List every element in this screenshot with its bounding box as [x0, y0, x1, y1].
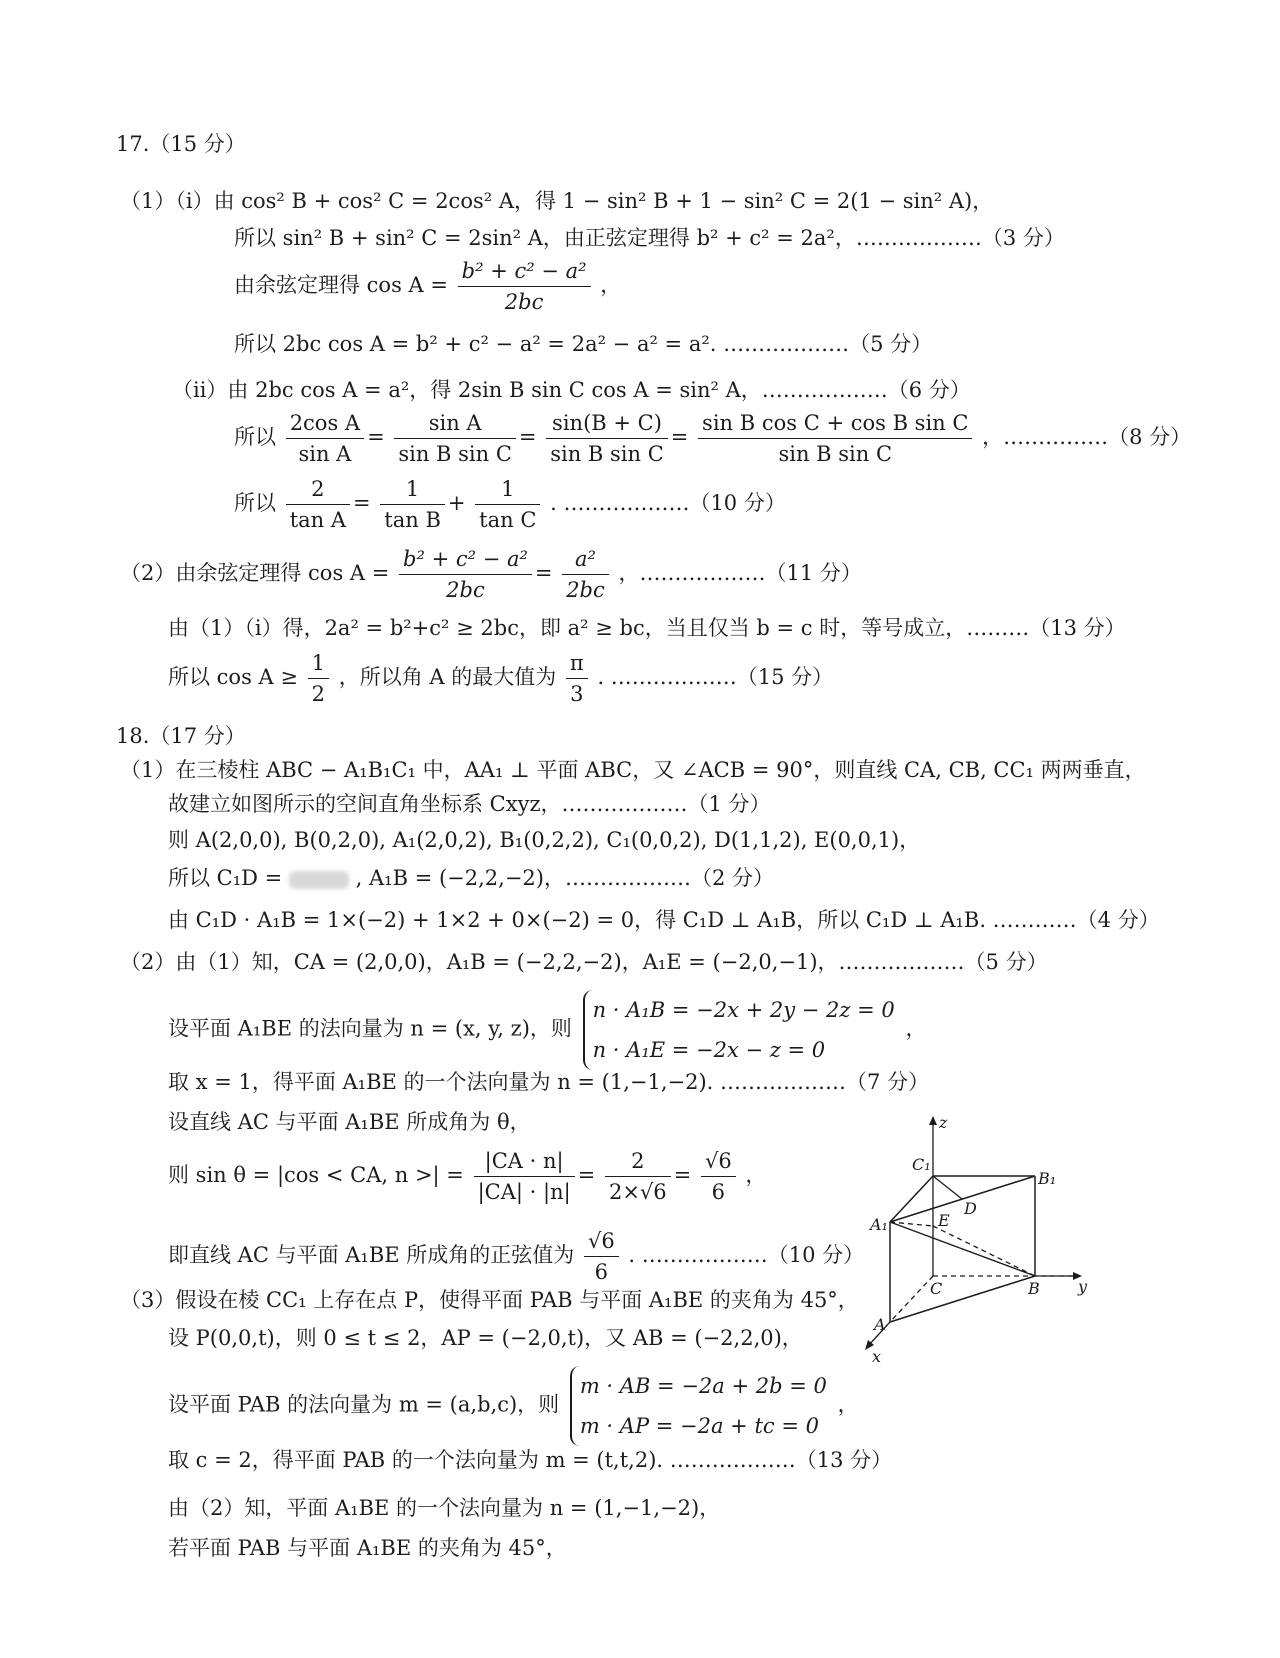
- text: . ………………（10 分）: [550, 491, 786, 515]
- equation: n · A₁E = −2x − z = 0: [592, 1038, 826, 1062]
- p17-part2-line1: （2）由余弦定理得 cos A = $\frac{\text{b² + c² − a²}}{2bc}$ = $\frac{\text{a²}}{2bc}$ ，………………（11 分）: [120, 544, 862, 605]
- text: ，: [745, 1163, 767, 1187]
- segment-C1D: [933, 1176, 962, 1199]
- p18-part1-line2: 故建立如图所示的空间直角坐标系 Cxyz，………………（1 分）: [168, 792, 771, 816]
- numerator: 2cos A: [286, 408, 364, 439]
- p17-part1-i-line1: （1）（ⅰ）由 cos² B + cos² C = 2cos² A，得 1 − sin² B + 1 − sin² C = 2(1 − sin² A)，: [120, 189, 994, 213]
- text: 即直线 AC 与平面 A₁BE 所成角的正弦值为: [168, 1243, 575, 1267]
- numerator: 2: [286, 474, 350, 505]
- p18-part2-line1: （2）由（1）知，CA = (2,0,0)，A₁B = (−2,2,−2)，A₁E = (−2,0,−1)，………………（5 分）: [120, 950, 1048, 974]
- numerator: √6: [701, 1146, 736, 1177]
- numerator: 2: [605, 1146, 671, 1177]
- text: ，: [600, 273, 622, 297]
- numerator: a²: [562, 544, 609, 575]
- fraction: [458, 256, 591, 317]
- p18-part1-line3: 则 A(2,0,0), B(0,2,0), A₁(2,0,2), B₁(0,2,2), C₁(0,0,2), D(1,1,2), E(0,0,1)，: [168, 828, 921, 852]
- label-C1: C₁: [912, 1155, 931, 1174]
- p18-part2-line2: [168, 990, 926, 1070]
- denominator: 6: [594, 1260, 609, 1284]
- denominator: |CA| · |n|: [477, 1180, 571, 1204]
- text: ，所以角 A 的最大值为: [338, 665, 557, 689]
- p17-part1-i-line3: [234, 256, 621, 317]
- denominator: 2bc: [446, 578, 485, 602]
- text: 则 sin θ = |cos < CA, n >| =: [168, 1163, 464, 1187]
- denominator: sin A: [298, 442, 352, 466]
- blurred-vector-value: [289, 871, 349, 889]
- p17-part1-i-line2: 所以 sin² B + sin² C = 2sin² A，由正弦定理得 b² + c² = 2a²，………………（3 分）: [234, 226, 1065, 250]
- numerator: √6: [584, 1226, 619, 1257]
- numerator: π: [566, 648, 588, 679]
- p17-part1-ii-line1: （ⅱ）由 2bc cos A = a²，得 2sin B sin C cos A = sin² A，………………（6 分）: [172, 378, 971, 402]
- p18-part3-line4: 取 c = 2，得平面 PAB 的一个法向量为 m = (t,t,2). ………………（13 分）: [168, 1448, 893, 1472]
- text: 由余弦定理得 cos A =: [234, 273, 448, 297]
- p18-part1-line5: 由 C₁D · A₁B = 1×(−2) + 1×2 + 0×(−2) = 0，得 C₁D ⊥ A₁B，所以 C₁D ⊥ A₁B. …………（4 分）: [168, 908, 1160, 932]
- p18-part3-line3: [168, 1366, 859, 1446]
- label-z: z: [939, 1113, 948, 1132]
- denominator: sin B sin C: [778, 442, 893, 466]
- text: ，……………（8 分）: [982, 425, 1192, 449]
- text: . ………………（10 分）: [628, 1243, 865, 1267]
- segment-A1B: [890, 1222, 1035, 1276]
- fraction: [546, 408, 668, 469]
- denominator: tan C: [479, 508, 537, 532]
- text: ，………………（11 分）: [618, 561, 862, 585]
- p17-part1-i-line4: 所以 2bc cos A = b² + c² − a² = 2a² − a² = a². ………………（5 分）: [234, 332, 933, 356]
- fraction: [475, 474, 540, 535]
- label-D: D: [964, 1199, 977, 1218]
- numerator: 1: [380, 474, 445, 505]
- p18-part3-line1: （3）假设在棱 CC₁ 上存在点 P，使得平面 PAB 与平面 A₁BE 的夹角为 45°，: [120, 1288, 859, 1312]
- p18-part2-line6: [168, 1226, 864, 1287]
- p18-part3-line5: 由（2）知，平面 A₁BE 的一个法向量为 n = (1,−1,−2)，: [168, 1496, 721, 1520]
- equation: m · AB = −2a + 2b = 0: [579, 1374, 827, 1398]
- fraction: [474, 1146, 575, 1207]
- denominator: 2: [311, 682, 326, 706]
- fraction: [308, 648, 329, 709]
- numerator: b² + c² − a²: [399, 544, 532, 575]
- fraction: [394, 408, 516, 469]
- fraction: [399, 544, 532, 605]
- label-B1: B₁: [1038, 1169, 1057, 1188]
- label-A1: A₁: [870, 1215, 888, 1234]
- denominator: 3: [570, 682, 584, 706]
- label-E: E: [938, 1211, 950, 1230]
- segment-EB: [933, 1226, 1035, 1276]
- fraction: [605, 1146, 671, 1207]
- label-y: y: [1078, 1277, 1088, 1296]
- numerator: sin(B + C): [546, 408, 668, 439]
- denominator: sin B sin C: [398, 442, 512, 466]
- p18-part2-line4: 设直线 AC 与平面 A₁BE 所成角为 θ，: [168, 1110, 531, 1134]
- equation: m · AP = −2a + tc = 0: [579, 1414, 819, 1438]
- text: ，: [837, 1392, 859, 1417]
- label-B: B: [1028, 1279, 1040, 1298]
- text: 所以: [234, 491, 276, 515]
- text: . ………………（15 分）: [597, 665, 834, 689]
- p17-part1-ii-line2: 所以 $\frac{\text{2cos A}}{\text{sin A}}$ = $\frac{\text{sin A}}{\text{sin B sin C}}$ = $\frac{\sin(B + C)}{\text{sin B sin C}}$ = $\frac{\text{sin B cos C + cos B sin C}}{\text{sin B sin C}}$ ，……………（8 分）: [234, 408, 1191, 469]
- p18-part3-line2: 设 P(0,0,t)，则 0 ≤ t ≤ 2，AP = (−2,0,t)，又 AB = (−2,2,0)，: [168, 1326, 803, 1350]
- denominator: 6: [711, 1180, 725, 1204]
- label-A: A: [874, 1315, 886, 1334]
- text: 所以: [234, 425, 276, 449]
- p18-part2-line5: 则 sin θ = |cos < CA, n >| = $\frac{|CA \cdot n|}{|CA| \cdot |n|}$ = $\frac{2}{2\times√6}$ = $\frac{√6}{6}$ ，: [168, 1146, 766, 1207]
- numerator: 1: [308, 648, 329, 679]
- p17-part2-line2: 由（1）（ⅰ）得，2a² = b²+c² ≥ 2bc，即 a² ≥ bc，当且仅当 b = c 时，等号成立，………（13 分）: [168, 616, 1126, 640]
- denominator: 2bc: [504, 290, 544, 314]
- label-x: x: [872, 1347, 882, 1366]
- numerator: |CA · n|: [474, 1146, 575, 1177]
- equation-system: [583, 990, 895, 1070]
- denominator: tan A: [289, 508, 347, 532]
- numerator: sin A: [394, 408, 516, 439]
- numerator: 1: [475, 474, 540, 505]
- fraction: [562, 544, 609, 605]
- fraction: [380, 474, 445, 535]
- p18-part1-line4: [168, 864, 774, 892]
- text: ，: [905, 1016, 927, 1041]
- fraction: [286, 474, 350, 535]
- numerator: sin B cos C + cos B sin C: [698, 408, 972, 439]
- p18-part3-line6: 若平面 PAB 与平面 A₁BE 的夹角为 45°，: [168, 1536, 567, 1560]
- text: 所以 cos A ≥: [168, 665, 298, 689]
- equation: n · A₁B = −2x + 2y − 2z = 0: [592, 998, 895, 1022]
- fraction: [701, 1146, 736, 1207]
- z-axis-arrow: [929, 1116, 937, 1125]
- p18-part1-line1: （1）在三棱柱 ABC − A₁B₁C₁ 中，AA₁ ⊥ 平面 ABC，又 ∠ACB = 90°，则直线 CA, CB, CC₁ 两两垂直，: [120, 758, 1146, 782]
- problem-18-header: 18.（17 分）: [116, 724, 246, 748]
- denominator: 2×√6: [608, 1180, 667, 1204]
- prism-coordinate-figure: [850, 1110, 1110, 1370]
- problem-17-header: 17.（15 分）: [116, 132, 246, 156]
- fraction: [698, 408, 972, 469]
- text: 设平面 PAB 的法向量为 m = (a,b,c)，则: [168, 1392, 560, 1417]
- p18-part2-line3: 取 x = 1，得平面 A₁BE 的一个法向量为 n = (1,−1,−2). ………………（7 分）: [168, 1070, 930, 1094]
- label-C: C: [930, 1279, 943, 1298]
- numerator: b² + c² − a²: [458, 256, 591, 287]
- text: 设平面 A₁BE 的法向量为 n = (x, y, z)，则: [168, 1016, 572, 1041]
- fraction: [566, 648, 588, 709]
- p17-part1-ii-line3: 所以 $\frac{2}{\text{tan A}}$ = $\frac{1}{\text{tan B}}$ + $\frac{1}{\text{tan C}}$ . ………………（10 分）: [234, 474, 786, 535]
- fraction: [286, 408, 364, 469]
- p17-part2-line3: [168, 648, 833, 709]
- text: （2）由余弦定理得 cos A =: [120, 561, 390, 585]
- denominator: tan B: [384, 508, 441, 532]
- denominator: sin B sin C: [550, 442, 664, 466]
- text: 所以 C₁D =: [168, 866, 283, 890]
- equation-system: [570, 1366, 827, 1446]
- denominator: 2bc: [566, 578, 605, 602]
- text: , A₁B = (−2,2,−2)，………………（2 分）: [355, 866, 775, 890]
- fraction: [584, 1226, 619, 1287]
